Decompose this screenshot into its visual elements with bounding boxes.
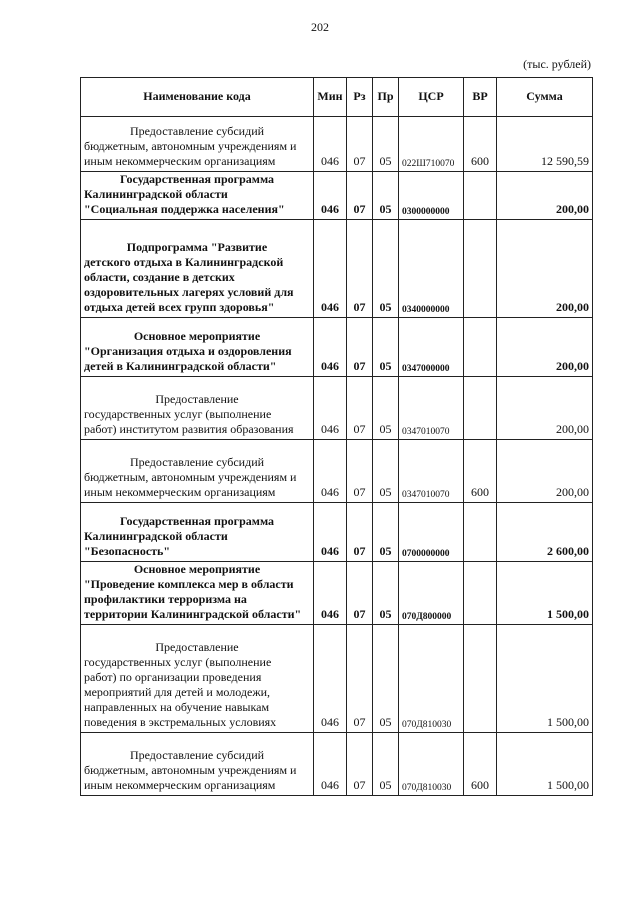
header-name: Наименование кода <box>81 78 314 117</box>
row-vr <box>464 220 497 318</box>
row-min: 046 <box>314 503 347 562</box>
table-body <box>81 117 593 796</box>
units-label: (тыс. рублей) <box>523 57 591 71</box>
row-pr: 05 <box>373 318 399 377</box>
row-sum: 200,00 <box>497 172 593 220</box>
table-row <box>81 117 593 172</box>
table-row <box>81 625 593 733</box>
row-rz: 07 <box>347 220 373 318</box>
row-rz: 07 <box>347 625 373 733</box>
table-row <box>81 318 593 377</box>
row-name-line: государственных услуг (выполнение <box>84 655 272 669</box>
row-csr: 0700000000 <box>399 503 464 562</box>
row-vr <box>464 625 497 733</box>
row-name-line: отдыха детей всех групп здоровья" <box>84 300 275 314</box>
row-rz: 07 <box>347 440 373 503</box>
row-min: 046 <box>314 117 347 172</box>
row-name <box>81 562 314 625</box>
row-rz: 07 <box>347 733 373 796</box>
table-row <box>81 503 593 562</box>
row-name-line: области, создание в детских <box>84 270 235 284</box>
row-name-line: Калининградской области <box>84 529 228 543</box>
row-name-line: Государственная программа <box>119 172 275 186</box>
row-name-line: Государственная программа <box>119 514 275 528</box>
header-csr: ЦСР <box>399 78 464 117</box>
row-name-line: мероприятий для детей и молодежи, <box>84 685 271 699</box>
row-name-line: работ) по организации проведения <box>84 670 262 684</box>
row-pr: 05 <box>373 562 399 625</box>
row-name-line: Предоставление субсидий <box>129 748 265 762</box>
row-name <box>81 377 314 440</box>
row-rz: 07 <box>347 172 373 220</box>
table-row <box>81 172 593 220</box>
row-name-line: иным некоммерческим организациям <box>84 485 276 499</box>
row-name-line: бюджетным, автономным учреждениям и <box>84 470 297 484</box>
row-vr <box>464 377 497 440</box>
row-rz: 07 <box>347 117 373 172</box>
header-min: Мин <box>314 78 347 117</box>
row-name-line: Калининградской области <box>84 187 228 201</box>
row-name <box>81 503 314 562</box>
row-csr: 070Д810030 <box>399 733 464 796</box>
row-csr: 022Ш710070 <box>399 117 464 172</box>
row-sum: 12 590,59 <box>497 117 593 172</box>
row-name-line: работ) институтом развития образования <box>84 422 294 436</box>
row-rz: 07 <box>347 318 373 377</box>
row-sum: 2 600,00 <box>497 503 593 562</box>
row-vr <box>464 562 497 625</box>
row-sum: 200,00 <box>497 440 593 503</box>
row-rz: 07 <box>347 377 373 440</box>
row-csr: 0340000000 <box>399 220 464 318</box>
header-vr: ВР <box>464 78 497 117</box>
row-rz: 07 <box>347 562 373 625</box>
budget-table <box>80 77 593 796</box>
row-name-line: "Безопасность" <box>84 544 171 558</box>
row-name <box>81 625 314 733</box>
row-min: 046 <box>314 440 347 503</box>
row-pr: 05 <box>373 377 399 440</box>
row-min: 046 <box>314 172 347 220</box>
row-name-line: бюджетным, автономным учреждениям и <box>84 139 297 153</box>
row-name-line: Предоставление субсидий <box>129 455 265 469</box>
row-name-line: территории Калининградской области" <box>84 607 302 621</box>
row-name-line: Предоставление субсидий <box>129 124 265 138</box>
row-name-line: Основное мероприятие <box>133 562 261 576</box>
row-rz: 07 <box>347 503 373 562</box>
row-vr: 600 <box>464 117 497 172</box>
row-csr: 0347010070 <box>399 377 464 440</box>
row-name-line: направленных на обучение навыкам <box>84 700 270 714</box>
row-name-line: "Проведение комплекса мер в области <box>84 577 294 591</box>
row-pr: 05 <box>373 172 399 220</box>
row-pr: 05 <box>373 440 399 503</box>
row-name-line: бюджетным, автономным учреждениям и <box>84 763 297 777</box>
row-vr: 600 <box>464 440 497 503</box>
row-sum: 1 500,00 <box>497 562 593 625</box>
row-pr: 05 <box>373 733 399 796</box>
row-name-line: Предоставление <box>155 392 239 406</box>
row-name-line: иным некоммерческим организациям <box>84 154 276 168</box>
row-name-line: детей в Калининградской области" <box>84 359 277 373</box>
row-vr <box>464 503 497 562</box>
row-name <box>81 172 314 220</box>
row-name-line: Предоставление <box>155 640 239 654</box>
row-csr: 0300000000 <box>399 172 464 220</box>
row-min: 046 <box>314 377 347 440</box>
table-row <box>81 440 593 503</box>
table-row <box>81 377 593 440</box>
header-sum: Сумма <box>497 78 593 117</box>
row-name-line: поведения в экстремальных условиях <box>84 715 277 729</box>
row-name <box>81 733 314 796</box>
row-name <box>81 318 314 377</box>
row-sum: 1 500,00 <box>497 625 593 733</box>
row-sum: 1 500,00 <box>497 733 593 796</box>
header-rz: Рз <box>347 78 373 117</box>
row-name-line: оздоровительных лагерях условий для <box>84 285 294 299</box>
row-name-line: иным некоммерческим организациям <box>84 778 276 792</box>
row-name-line: "Организация отдыха и оздоровления <box>84 344 292 358</box>
row-vr <box>464 172 497 220</box>
header-pr: Пр <box>373 78 399 117</box>
row-pr: 05 <box>373 503 399 562</box>
table-row <box>81 562 593 625</box>
row-name-line: профилактики терроризма на <box>84 592 247 606</box>
page-number: 202 <box>311 20 329 34</box>
row-pr: 05 <box>373 117 399 172</box>
row-min: 046 <box>314 625 347 733</box>
row-sum: 200,00 <box>497 377 593 440</box>
row-sum: 200,00 <box>497 318 593 377</box>
row-name-line: Основное мероприятие <box>133 329 261 343</box>
row-vr: 600 <box>464 733 497 796</box>
table-row <box>81 733 593 796</box>
row-name-line: Подпрограмма "Развитие <box>126 240 268 254</box>
header-row <box>81 78 593 117</box>
row-sum: 200,00 <box>497 220 593 318</box>
row-csr: 0347000000 <box>399 318 464 377</box>
row-csr: 070Д800000 <box>399 562 464 625</box>
row-csr: 0347010070 <box>399 440 464 503</box>
row-name <box>81 220 314 318</box>
table-row <box>81 220 593 318</box>
row-pr: 05 <box>373 625 399 733</box>
row-name-line: "Социальная поддержка населения" <box>84 202 285 216</box>
row-pr: 05 <box>373 220 399 318</box>
row-name <box>81 117 314 172</box>
row-name-line: государственных услуг (выполнение <box>84 407 272 421</box>
row-vr <box>464 318 497 377</box>
row-min: 046 <box>314 318 347 377</box>
row-min: 046 <box>314 733 347 796</box>
row-name <box>81 440 314 503</box>
row-min: 046 <box>314 562 347 625</box>
row-name-line: детского отдыха в Калининградской <box>84 255 284 269</box>
row-csr: 070Д810030 <box>399 625 464 733</box>
row-min: 046 <box>314 220 347 318</box>
